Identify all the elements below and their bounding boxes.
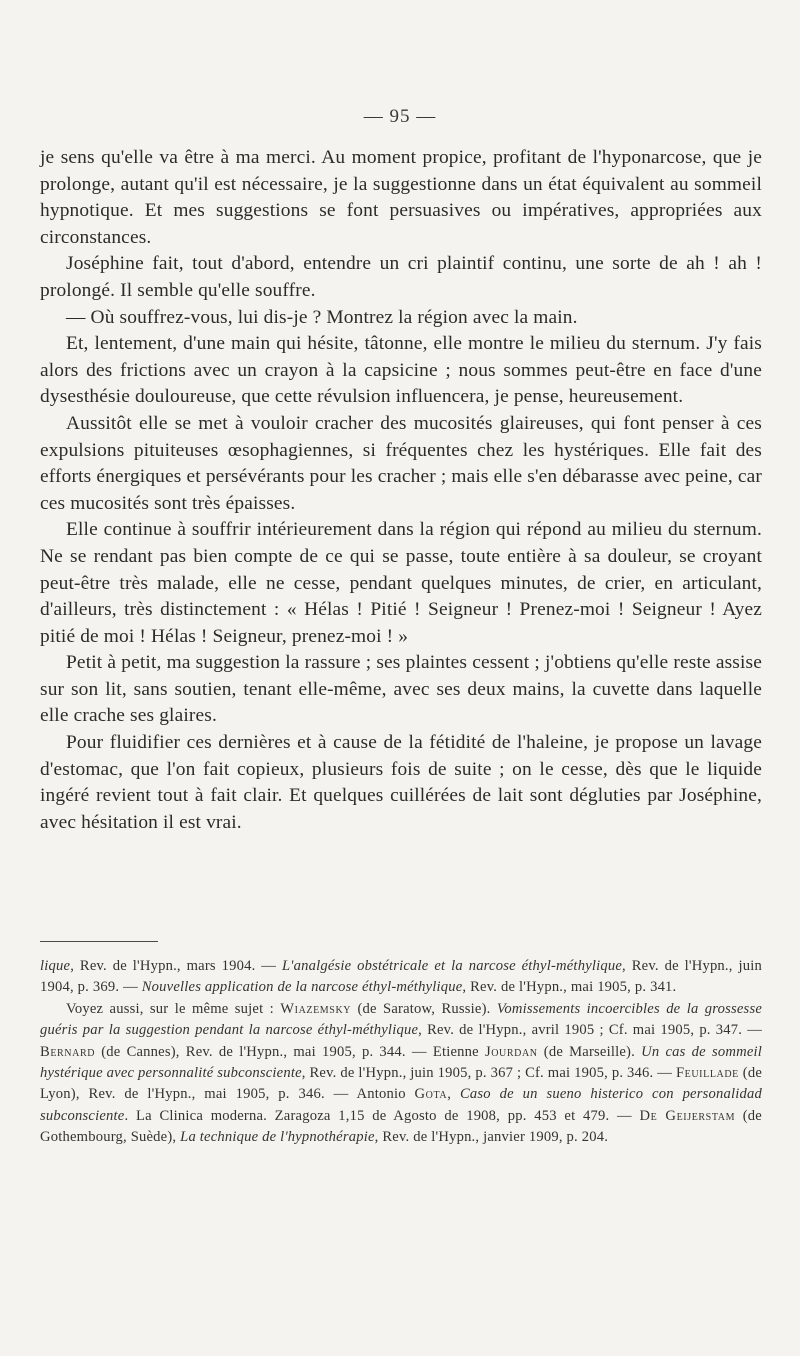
footnote-text: , Rev. de l'Hypn., janvier 1909, p. 204.: [374, 1129, 609, 1146]
footnote-title: Vomissements incoercibles de la grossesse guéris par la suggestion pendant la narcose éthyl-méthylique: [40, 1000, 762, 1039]
footnote-text: , Rev. de l'Hypn., avril 1905 ; Cf. mai 1905, p. 347. —: [418, 1022, 762, 1039]
footnote-references: [40, 999, 762, 1149]
paragraph: Joséphine fait, tout d'abord, entendre un cri plaintif continu, une sorte de ah ! ah ! prolongé. Il semble qu'elle souffre.: [40, 253, 762, 301]
footnote-title: La technique de l'hypnothérapie: [180, 1129, 375, 1146]
paragraph: Aussitôt elle se met à vouloir cracher des mucosités glaireuses, qui font penser à ces expulsions pituiteuses œsophagiennes, si fréquentes chez les hystériques. Elle fait des efforts énergiques et persévérants pour les cracher ; mais elle s'en débarasse avec peine, car ces mucosités sont très épaisses.: [40, 412, 762, 514]
footnote-text: (de Lyon), Rev. de l'Hypn., mai 1905, p. 346. — Antonio: [40, 1065, 762, 1103]
paragraph: Et, lentement, d'une main qui hésite, tâtonne, elle montre le milieu du sternum. J'y fais alors des frictions avec un crayon à la capsicine ; nous sommes peut-être en face d'une dysesthésie douloureuse, que cette révulsion influencera, je pense, heureusement.: [40, 333, 762, 408]
footnote-title: Nouvelles application de la narcose éthyl-méthylique: [141, 979, 463, 996]
footnote-text: (de Gothembourg, Suède),: [40, 1107, 762, 1146]
page-number: — 95 —: [363, 106, 437, 127]
body-text: [40, 145, 762, 836]
footnote-text: , Rev. de l'Hypn., mai 1905, p. 341.: [462, 979, 677, 996]
footnote-text: , Rev. de l'Hypn., juin 1905, p. 367 ; Cf. mai 1905, p. 346. —: [301, 1065, 676, 1082]
paragraph: je sens qu'elle va être à ma merci. Au moment propice, profitant de l'hyponarcose, que je prolonge, autant qu'il est nécessaire, je la suggestionne dans un état équivalent au sommeil hypnotique. Et mes suggestions se font persuasives ou impératives, appropriées aux circonstances.: [40, 147, 762, 248]
footnote-author: Wiazemsky: [280, 1000, 352, 1017]
paragraph: Pour fluidifier ces dernières et à cause de la fétidité de l'haleine, je propose un lavage d'estomac, que l'on fait copieux, plusieurs fois de suite ; on le cesse, dès que le liquide ingéré revient tout à fait clair. Et quelques cuillérées de lait sont dégluties par Joséphine, avec hésitation il est vrai.: [40, 732, 762, 833]
footnote-text: (de Saratow, Russie).: [351, 1000, 497, 1017]
footnote-text: (de Cannes), Rev. de l'Hypn., mai 1905, p. 344. — Etienne: [95, 1043, 485, 1060]
footnote-author: De Geijerstam: [639, 1107, 736, 1124]
footnote-title: L'analgésie obstétricale et la narcose éthyl-méthylique: [281, 958, 623, 974]
footnote-author: Bernard: [40, 1043, 96, 1060]
footnote-text: (de Marseille).: [537, 1043, 642, 1060]
footnotes: [40, 956, 762, 1149]
footnote-text: . La Clinica moderna. Zaragoza 1,15 de Agosto de 1908, pp. 453 et 479. —: [124, 1107, 640, 1124]
footnote-text: lique: [40, 958, 71, 974]
footnote-divider: [40, 941, 158, 942]
footnote-author: Feuillade: [675, 1065, 739, 1082]
footnote-text: , Rev. de l'Hypn., juin 1904, p. 369. —: [40, 958, 762, 996]
footnote-text: ,: [447, 1086, 460, 1103]
footnote-title: Caso de un sueno histerico con personalidad subconsciente: [40, 1086, 762, 1124]
footnote-title: Un cas de sommeil hystérique avec personnalité subconsciente: [40, 1043, 763, 1082]
footnote-continuation: [40, 956, 762, 999]
paragraph: Elle continue à souffrir intérieurement dans la région qui répond au milieu du sternum. Ne se rendant pas bien compte de ce qui se passe, toute entière à sa douleur, se croyant peut-être très malade, elle ne cesse, pendant quelques minutes, de crier, en articulant, d'ailleurs, très distinctement : « Hélas ! Pitié ! Seigneur ! Prenez-moi ! Seigneur ! Ayez pitié de moi ! Hélas ! Seigneur, prenez-moi ! »: [40, 519, 762, 647]
footnote-text: , Rev. de l'Hypn., mars 1904. —: [70, 958, 282, 974]
paragraph: Petit à petit, ma suggestion la rassure ; ses plaintes cessent ; j'obtiens qu'elle reste assise sur son lit, sans soutien, tenant elle-même, avec ses deux mains, la cuvette dans laquelle elle crache ses glaires.: [40, 652, 762, 727]
footnote-author: Gota: [414, 1086, 448, 1103]
paragraph: — Où souffrez-vous, lui dis-je ? Montrez la région avec la main.: [66, 306, 578, 328]
footnote-text: Voyez aussi, sur le même sujet :: [66, 1000, 281, 1017]
footnote-author: Jourdan: [484, 1043, 538, 1060]
